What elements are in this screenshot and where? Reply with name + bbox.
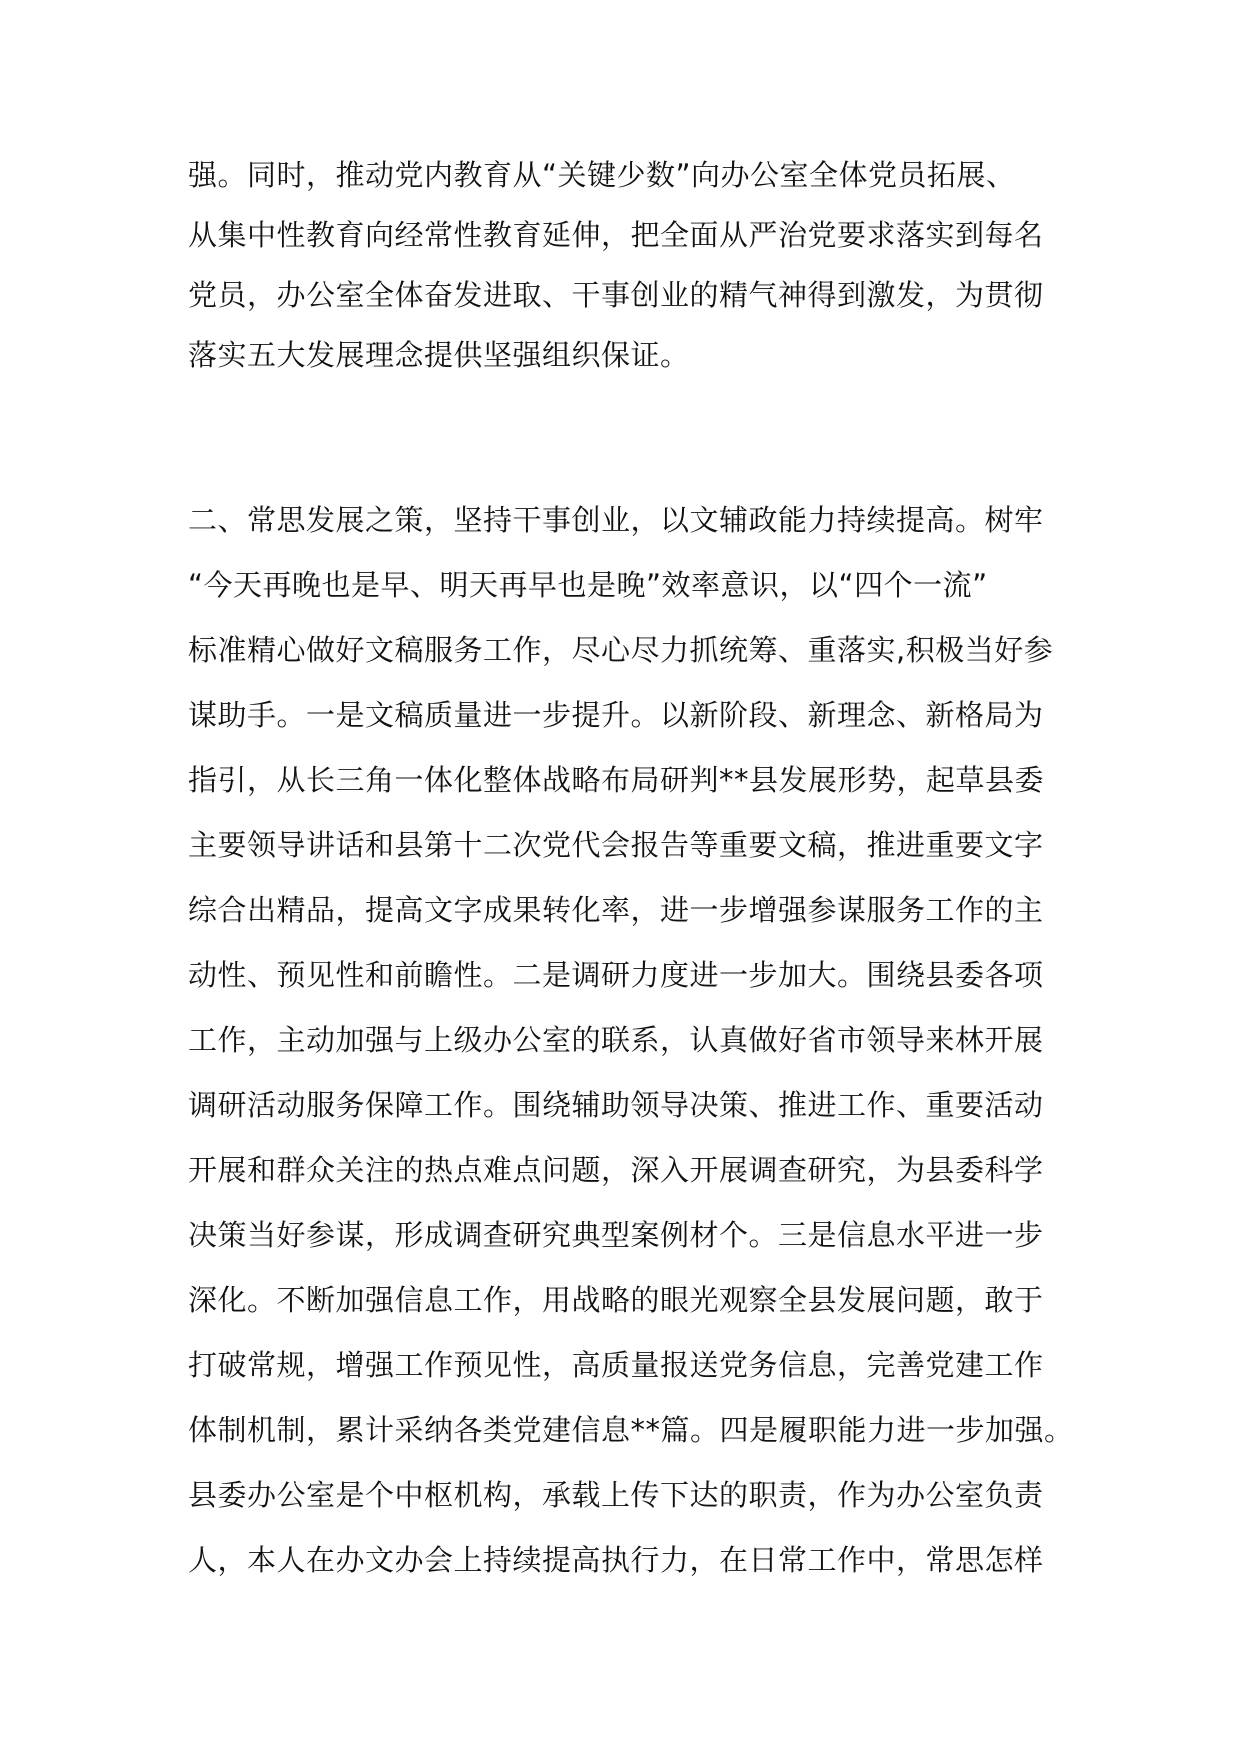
- text-line: 综合出精品，提高文字成果转化率，进一步增强参谋服务工作的主: [188, 893, 1044, 927]
- text-line: “今天再晚也是早、明天再早也是晚”效率意识，以“四个一流”: [188, 568, 988, 602]
- text-line: 谋助手。一是文稿质量进一步提升。以新阶段、新理念、新格局为: [188, 698, 1044, 732]
- text-line: 党员，办公室全体奋发进取、干事创业的精气神得到激发，为贯彻: [188, 278, 1044, 312]
- text-line: 县委办公室是个中枢机构，承载上传下达的职责，作为办公室负责: [188, 1478, 1044, 1512]
- text-line: 从集中性教育向经常性教育延伸，把全面从严治党要求落实到每名: [188, 218, 1044, 252]
- text-line: 主要领导讲话和县第十二次党代会报告等重要文稿，推进重要文字: [188, 828, 1044, 862]
- text-line: 打破常规，增强工作预见性，高质量报送党务信息，完善党建工作: [188, 1348, 1044, 1382]
- text-line: 动性、预见性和前瞻性。二是调研力度进一步加大。围绕县委各项: [188, 958, 1044, 992]
- text-line: 深化。不断加强信息工作，用战略的眼光观察全县发展问题，敢于: [188, 1283, 1044, 1317]
- text-line: 决策当好参谋，形成调查研究典型案例材个。三是信息水平进一步: [188, 1218, 1044, 1252]
- text-line: 开展和群众关注的热点难点问题，深入开展调查研究，为县委科学: [188, 1153, 1044, 1187]
- text-line: 指引，从长三角一体化整体战略布局研判**县发展形势，起草县委: [188, 763, 1045, 797]
- text-line: 二、常思发展之策，坚持干事创业，以文辅政能力持续提高。树牢: [188, 503, 1044, 537]
- text-line: 调研活动服务保障工作。围绕辅助领导决策、推进工作、重要活动: [188, 1088, 1044, 1122]
- text-line: 强。同时，推动党内教育从“关键少数”向办公室全体党员拓展、: [188, 158, 1016, 192]
- text-line: 人，本人在办文办会上持续提高执行力，在日常工作中，常思怎样: [188, 1543, 1044, 1577]
- text-line: 落实五大发展理念提供坚强组织保证。: [188, 338, 690, 372]
- text-line: 工作，主动加强与上级办公室的联系，认真做好省市领导来林开展: [188, 1023, 1044, 1057]
- text-line: 标准精心做好文稿服务工作，尽心尽力抓统筹、重落实,积极当好参: [188, 633, 1054, 667]
- text-line: 体制机制，累计采纳各类党建信息**篇。四是履职能力进一步加强。: [188, 1413, 1074, 1447]
